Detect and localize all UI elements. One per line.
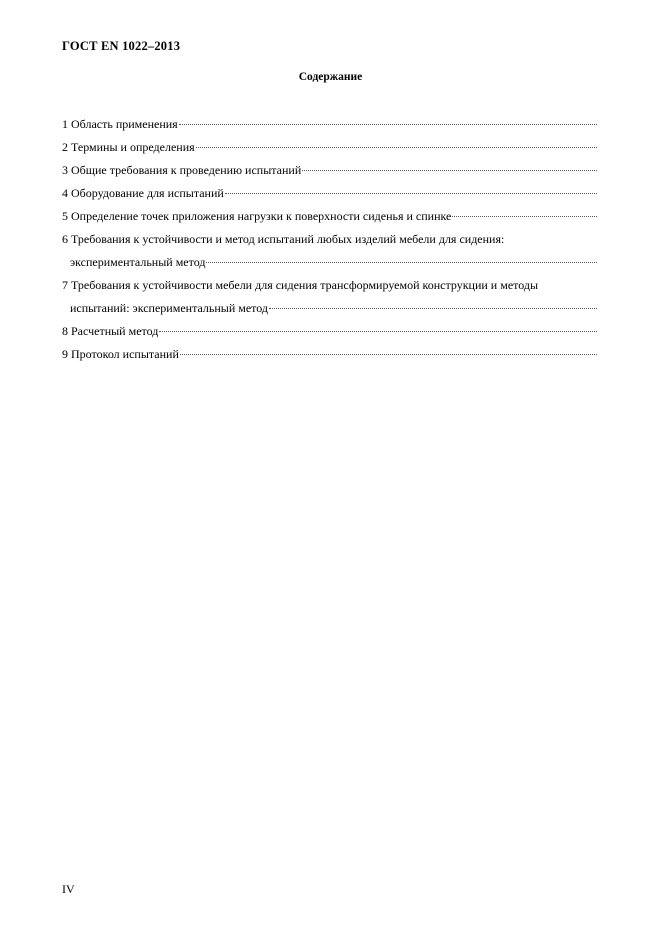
toc-entry-label-line2: экспериментальный метод [70,255,206,269]
toc-entry-label: 1 Область применения [62,117,178,131]
toc-title: Содержание [298,71,363,83]
toc-entry-label: 9 Протокол испытаний [62,347,179,361]
toc-entry-label-line1: 6 Требования к устойчивости и метод испытаний любых изделий мебели для сидения: [62,232,505,246]
document-header: ГОСТ EN 1022–2013 [62,39,181,53]
dot-leader [206,262,597,263]
page-number: IV [62,882,75,896]
dot-leader [302,170,597,171]
toc-entry-3[interactable] [62,163,597,177]
toc-entry-label-line1: 7 Требования к устойчивости мебели для сидения трансформируемой конструкции и методы [62,278,539,292]
toc-entry-4[interactable] [62,186,597,200]
dot-leader [196,147,597,148]
toc-entry-2[interactable] [62,140,597,154]
dot-leader [180,354,597,355]
toc-entry-7[interactable] [62,278,597,315]
toc-entry-label: 2 Термины и определения [62,140,195,154]
dot-leader [269,308,597,309]
table-of-contents [62,117,597,370]
toc-entry-label-line2: испытаний: экспериментальный метод [70,301,269,315]
toc-entry-8[interactable] [62,324,597,338]
toc-entry-1[interactable] [62,117,597,131]
toc-entry-6[interactable] [62,232,597,269]
dot-leader [179,124,597,125]
toc-entry-9[interactable] [62,347,597,361]
dot-leader [452,216,597,217]
toc-entry-label: 5 Определение точек приложения нагрузки к поверхности сиденья и спинке [62,209,452,223]
toc-entry-5[interactable] [62,209,597,223]
toc-entry-label: 8 Расчетный метод [62,324,159,338]
dot-leader [225,193,597,194]
toc-entry-label: 4 Оборудование для испытаний [62,186,224,200]
toc-entry-label: 3 Общие требования к проведению испытаний [62,163,302,177]
dot-leader [159,331,597,332]
